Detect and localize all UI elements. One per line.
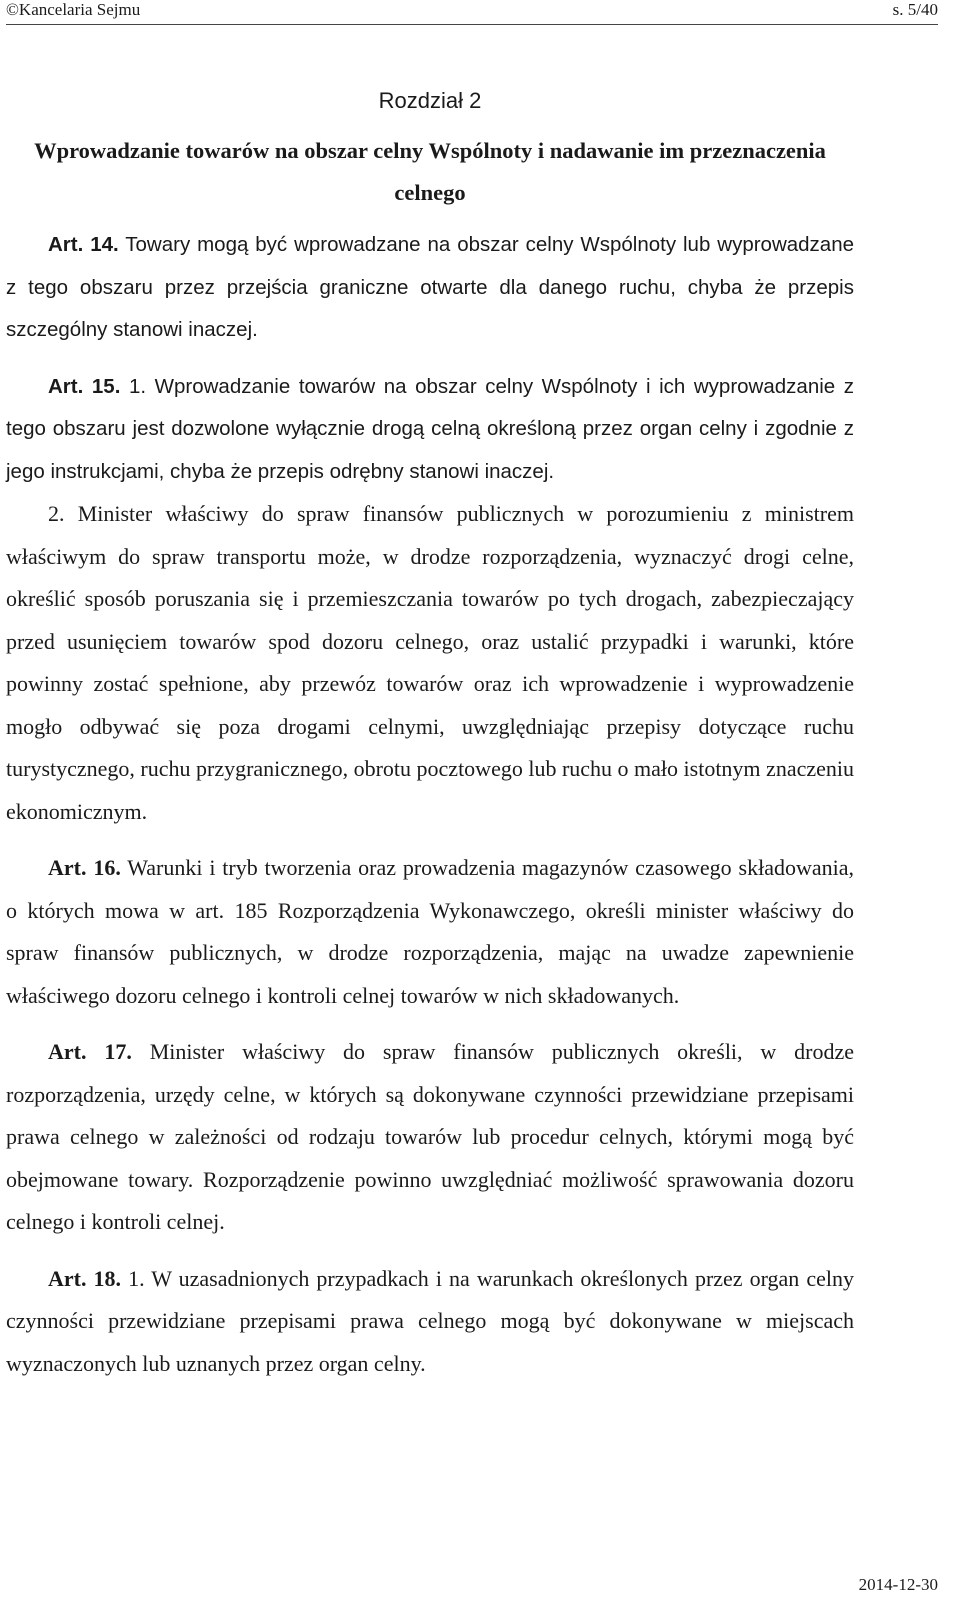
page-footer-date: 2014-12-30 — [858, 1575, 938, 1594]
page-number: s. 5/40 — [892, 0, 938, 19]
document-body — [6, 84, 854, 1385]
article-label: Art. 17. — [48, 1039, 132, 1064]
article-text: Minister właściwy do spraw finansów publicznych określi, w drodze rozporządzenia, urzędy celne, w których są dokonywane czynności przewidziane przepisami prawa celnego w zależności od rodzaju towarów lub procedur celnych, którymi mogą być obejmowane towary. Rozporządzenie powinno uwzględniać możliwość sprawowania dozoru celnego i kontroli celnej. — [6, 1039, 854, 1234]
article-text: Warunki i tryb tworzenia oraz prowadzenia magazynów czasowego składowania, o których mowa w art. 185 Rozporządzenia Wykonawczego, określi minister właściwy do spraw finansów publicznych, w drodze rozporządzenia, mając na uwadze zapewnienie właściwego dozoru celnego i kontroli celnej towarów w nich składowanych. — [6, 855, 854, 1008]
article-16 — [6, 847, 854, 1017]
chapter-title: Rozdział 2 — [378, 88, 482, 113]
chapter-subtitle: Wprowadzanie towarów na obszar celny Wspólnoty i nadawanie im przeznaczenia celnego — [34, 138, 826, 205]
article-label: Art. 16. — [48, 855, 121, 880]
article-label: Art. 14. — [48, 233, 119, 256]
article-text: 1. W uzasadnionych przypadkach i na warunkach określonych przez organ celny czynności przewidziane przepisami prawa celnego mogą być dokonywane w miejscach wyznaczonych lub uznanych przez organ celny. — [6, 1265, 854, 1376]
article-15-paragraph-1 — [6, 366, 854, 494]
article-17 — [6, 1031, 854, 1244]
publisher-label: ©Kancelaria Sejmu — [6, 0, 141, 19]
article-label: Art. 18. — [48, 1265, 122, 1291]
article-text: Towary mogą być wprowadzane na obszar celny Wspólnoty lub wyprowadzane z tego obszaru przez przejścia graniczne otwarte dla danego ruchu, chyba że przepis szczególny stanowi inaczej. — [6, 233, 855, 341]
page-header — [6, 0, 938, 25]
article-label: Art. 15. — [48, 374, 121, 398]
article-14 — [6, 224, 854, 352]
article-text: 1. Wprowadzanie towarów na obszar celny Wspólnoty i ich wyprowadzanie z tego obszaru jest dozwolone wyłącznie drogą celną określoną przez organ celny i zgodnie z jego instrukcjami, chyba że przepis odrębny stanowi inaczej. — [6, 374, 855, 483]
article-18 — [6, 1258, 854, 1386]
article-15-paragraph-2: 2. Minister właściwy do spraw finansów publicznych w porozumieniu z ministrem właściwym do spraw transportu może, w drodze rozporządzenia, wyznaczyć drogi celne, określić sposób poruszania się i przemieszczania towarów po tych drogach, zabezpieczający przed usunięciem towarów spod dozoru celnego, oraz ustalić przypadki i warunki, które powinny zostać spełnione, aby przewóz towarów oraz ich wprowadzenie i wyprowadzenie mogło odbywać się poza drogami celnymi, uwzględniając przepisy dotyczące ruchu turystycznego, ruchu przygranicznego, obrotu pocztowego lub ruchu o mało istotnym znaczeniu ekonomicznym. — [6, 501, 854, 824]
